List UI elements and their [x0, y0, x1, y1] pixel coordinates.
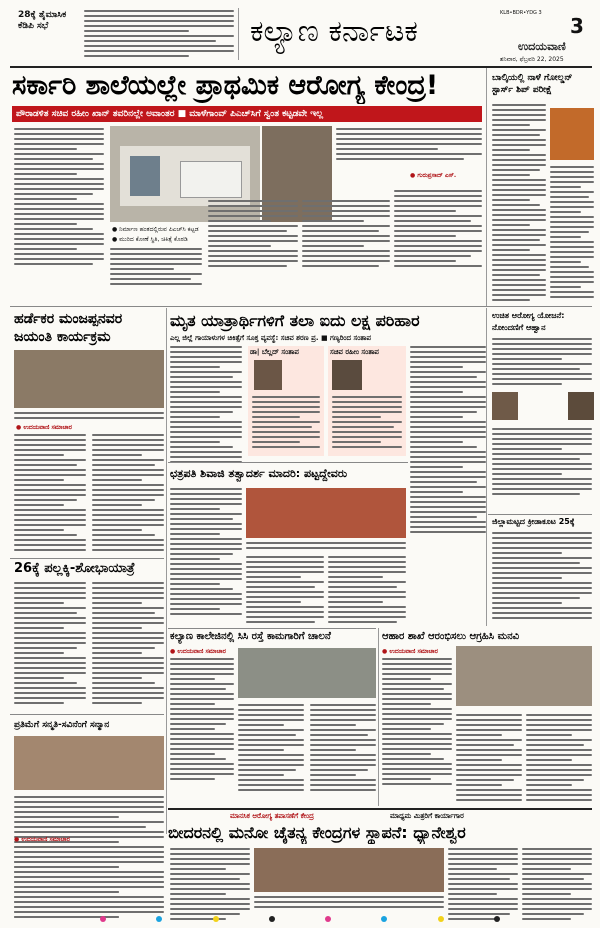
top-left-brief-title: 28ಕ್ಕೆ ತೈಮಾಸಿಕ ಕೆಡಿಪಿ ಸಭೆ	[18, 10, 67, 31]
right-top-headline: ಬಾಲ್ಕಿಯಲ್ಲಿ ನಾಳೆ ಗೋಲ್ಡನ್ ಸ್ಟಾರ್ಸ್ ಶಿಪ್ ಪರೀಕ್ಷೆ	[492, 73, 573, 95]
college-col-1	[170, 658, 234, 783]
lead-photo-caption-1: ● ನಿರ್ಮಾಣ ಹಂತದಲ್ಲಿರುವ ಪಿಎಚ್‌ಸಿ ಕಟ್ಟಡ	[112, 226, 199, 233]
food-headline: ಆಹಾರ ಶಾಖೆ ಆರಂಭಿಸಲು ಆಗ್ರಹಿಸಿ ಮನವಿ	[382, 631, 520, 642]
food-photo	[456, 646, 592, 706]
left-story-caption	[14, 412, 164, 422]
food-byline: ● ಉದಯವಾಣಿ ಸಮಾಚಾರ	[382, 648, 438, 655]
bottom-photo	[254, 848, 444, 892]
food-col-1	[382, 658, 452, 788]
print-registration-marks	[100, 916, 500, 924]
left-mid-col-1	[14, 582, 86, 707]
college-headline: ಕಲ್ಯಾಣ ಕಾಲೇಜಿನಲ್ಲಿ ಸಿಸಿ ರಸ್ತೆ ಕಾಮಗಾರಿಗೆ ಚಾಲನೆ	[170, 631, 331, 642]
left-story-byline: ● ಉದಯವಾಣಿ ಸಮಾಚಾರ	[16, 424, 72, 431]
lead-column-3	[208, 200, 298, 270]
bottom-col-4	[522, 848, 592, 923]
right-mid-col-1	[492, 338, 592, 388]
center-subhead: ಎಲ್ಲ ಜಿಲ್ಲೆ ಗಾಯಾಳುಗಳ ಚಿಕಿತ್ಸೆಗೆ ಸೂಕ್ತ ವ್ಯವಸ್ಥೆ: ಸಚಿವ ಶರಣ ಪ್ರ. ■ ಗಣ್ಯರಿಂದ ಸಂತಾಪ	[170, 334, 371, 342]
shivaji-headline: ಛತ್ರಪತಿ ಶಿವಾಜಿ ತತ್ವಾದರ್ಶ ಮಾದರಿ: ಪಟ್ಟದ್ದೇವರು	[170, 467, 348, 480]
shivaji-caption	[246, 542, 406, 552]
issue-date: ಶನಿವಾರ, ಫೆಬ್ರವರಿ 22, 2025	[500, 56, 564, 63]
bottom-headline: ಬೀದರನಲ್ಲಿ ಮನೋ ಚೈತನ್ಯ ಕೇಂದ್ರಗಳ ಸ್ಥಾಪನೆ: ಧ್ಯಾನೇಶ್ವರ	[168, 823, 466, 842]
top-left-brief-text	[84, 10, 234, 60]
bottom-col-3	[448, 848, 518, 923]
left-mid-headline: 26ಕ್ಕೆ ಪಲ್ಲಕ್ಕಿ-ಶೋಭಾಯಾತ್ರೆ	[14, 561, 135, 576]
left-story-headline-2: ಜಯಂತಿ ಕಾರ್ಯಕ್ರಮ	[14, 329, 111, 345]
section-title: ಕಲ್ಯಾಣ ಕರ್ನಾಟಕ	[250, 14, 418, 49]
center-box-1-title: ಡಾ| ಬೆಲ್ಲದ್ ಸಂತಾಪ	[250, 348, 299, 356]
food-col-3	[526, 714, 592, 804]
left-bottom-photo	[14, 736, 164, 790]
bottom-photo-caption	[254, 896, 444, 911]
right-top-text-1	[492, 104, 546, 304]
center-headline: ಮೃತ ಯಾತ್ರಾರ್ಥಿಗಳಿಗೆ ತಲಾ ಐದು ಲಕ್ಷ ಪರಿಹಾರ	[170, 311, 420, 330]
center-box-1	[248, 346, 324, 456]
bottom-col-1	[170, 848, 250, 923]
right-brief-headline: ಜಿಲ್ಲಾಮಟ್ಟದ ಕ್ರೀಡಾಕೂಟ 25ಕ್ಕೆ	[492, 517, 575, 526]
left-bottom-headline: ಪ್ರತಿಮೆಗೆ ಸನ್ಮತಿ-ಸವಿನೆಂಗೆ ಸನ್ಮಾನ	[14, 720, 110, 730]
right-mid-col-2	[492, 428, 592, 498]
college-photo	[238, 648, 376, 698]
center-box-1-photo	[254, 360, 282, 390]
lead-byline: ● ಗುರುಪ್ರಸಾದ್ ಎಸ್.	[410, 172, 457, 179]
page-number: 3	[570, 14, 584, 38]
lead-headline: ಸರ್ಕಾರಿ ಶಾಲೆಯಲ್ಲೇ ಪ್ರಾಥಮಿಕ ಆರೋಗ್ಯ ಕೇಂದ್ರ!	[12, 70, 439, 101]
food-col-2	[456, 714, 522, 804]
bottom-kicker-left: ಮಾನಸಿಕ ಆರೋಗ್ಯ ತಪಾಸಣೆಗೆ ಕೇಂದ್ರ	[230, 812, 314, 820]
top-left-brief	[18, 10, 80, 32]
shivaji-photo	[246, 488, 406, 538]
right-top-photo	[550, 108, 594, 160]
right-brief-text	[492, 532, 592, 622]
left-story-headline-1: ಹರ್ಡೆಕರ ಮಂಜಪ್ಪನವರ	[14, 311, 123, 327]
left-story-col-2	[92, 434, 164, 554]
lead-subhead: ಪೌರಾಡಳಿತ ಸಚಿವ ರಹೀಂ ಖಾನ್ ತವರಿನಲ್ಲೇ ಅವಾಂತರ ■ ಮಾಳೆಗಾಂವ್ ಪಿಎಚ್‌ಸಿಗೆ ಸ್ವಂತ ಕಟ್ಟಡವೇ ಇಲ್ಲ	[12, 106, 482, 122]
paper-name: ಉದಯವಾಣಿ	[518, 40, 566, 53]
lead-text-box	[336, 128, 482, 163]
center-box-2-photo	[332, 360, 362, 390]
right-top-text-2	[550, 166, 594, 301]
right-mid-photo-2	[568, 392, 594, 420]
center-col-4	[410, 346, 486, 536]
lead-photo-caption-2: ● ಮುರಿದ ಕೋಣೆ ಸ್ಥಿತಿ, ಚಿಕಿತ್ಸೆ ಕೊಠಡಿ	[112, 236, 188, 243]
lead-column-5	[394, 190, 482, 270]
shivaji-col-2	[246, 556, 324, 626]
college-col-2	[238, 704, 304, 794]
lead-column-2	[110, 248, 202, 288]
left-story-photo	[14, 350, 164, 408]
center-box-1-text	[252, 396, 320, 451]
masthead	[0, 0, 600, 64]
center-box-2-title: ಸಚಿವ ರಹೀಂ ಸಂತಾಪ	[330, 348, 379, 356]
left-story-col-1	[14, 434, 86, 554]
center-box-2	[328, 346, 406, 456]
college-byline: ● ಉದಯವಾಣಿ ಸಮಾಚಾರ	[170, 648, 226, 655]
college-col-3	[310, 704, 376, 794]
shivaji-col-1	[170, 488, 242, 618]
bottom-left-col	[14, 846, 164, 921]
lead-column-4	[302, 200, 390, 270]
center-col-1	[170, 346, 242, 466]
lead-column-1	[14, 128, 104, 268]
bottom-byline: ● ಉದಯವಾಣಿ ಸಮಾಚಾರ	[14, 836, 70, 843]
right-mid-headline: ಉಚಿತ ಆರೋಗ್ಯ ಯೋಜನೆ: ನೋಂದಣಿಗೆ ಆಹ್ವಾನ	[492, 311, 565, 332]
edition-code: KLB•BDR•YDG 3	[500, 10, 542, 16]
shivaji-col-3	[328, 556, 406, 626]
right-mid-photo-1	[492, 392, 518, 420]
bottom-kicker-right: ಮಾಧ್ಯಮ ಮಿತ್ರರಿಗೆ ಕಾರ್ಯಾಗಾರ	[390, 812, 464, 820]
center-box-2-text	[332, 396, 402, 451]
left-mid-col-2	[92, 582, 164, 707]
